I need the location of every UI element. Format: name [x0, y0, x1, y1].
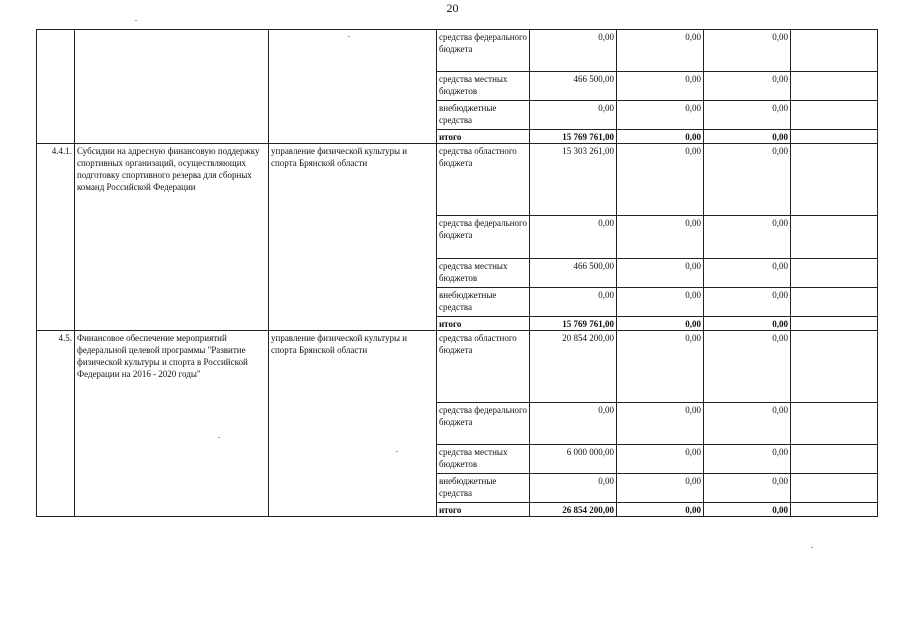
amount-year1-cell: 466 500,00: [530, 259, 617, 288]
note-cell: [791, 72, 878, 101]
amount-year1-cell: 0,00: [530, 288, 617, 317]
scan-speck: [218, 437, 220, 438]
funding-source-cell: внебюджетные средства: [437, 288, 530, 317]
funding-source-cell: итого: [437, 317, 530, 331]
funding-source-cell: средства областного бюджета: [437, 331, 530, 403]
amount-year2-cell: 0,00: [617, 403, 704, 445]
scan-speck: [348, 36, 350, 37]
amount-year2-cell: 0,00: [617, 503, 704, 517]
row-code-cell: 4.4.1.: [37, 144, 75, 331]
amount-year3-cell: 0,00: [704, 216, 791, 259]
note-cell: [791, 331, 878, 403]
amount-year1-cell: 466 500,00: [530, 72, 617, 101]
amount-year1-cell: 0,00: [530, 474, 617, 503]
amount-year3-cell: 0,00: [704, 30, 791, 72]
amount-year1-cell: 0,00: [530, 403, 617, 445]
amount-year2-cell: 0,00: [617, 288, 704, 317]
funding-source-cell: итого: [437, 130, 530, 144]
amount-year2-cell: 0,00: [617, 445, 704, 474]
amount-year1-cell: 0,00: [530, 216, 617, 259]
note-cell: [791, 259, 878, 288]
amount-year3-cell: 0,00: [704, 259, 791, 288]
note-cell: [791, 403, 878, 445]
amount-year1-cell: 0,00: [530, 30, 617, 72]
note-cell: [791, 101, 878, 130]
note-cell: [791, 445, 878, 474]
executor-cell: управление физической культуры и спорта Брянской области: [269, 331, 437, 517]
funding-source-cell: средства местных бюджетов: [437, 72, 530, 101]
amount-year2-cell: 0,00: [617, 474, 704, 503]
funding-source-cell: внебюджетные средства: [437, 101, 530, 130]
budget-table: [36, 29, 878, 517]
measure-name-cell: [75, 30, 269, 144]
amount-year3-cell: 0,00: [704, 445, 791, 474]
funding-source-cell: средства федерального бюджета: [437, 216, 530, 259]
executor-cell: управление физической культуры и спорта Брянской области: [269, 144, 437, 331]
executor-cell: [269, 30, 437, 144]
measure-name-cell: Субсидии на адресную финансовую поддержку спортивных организаций, осуществляющих подготовку спортивного резерва для сборных команд Российской Федерации: [75, 144, 269, 331]
table-row: [37, 144, 878, 216]
note-cell: [791, 474, 878, 503]
amount-year1-cell: 0,00: [530, 101, 617, 130]
amount-year1-cell: 15 769 761,00: [530, 317, 617, 331]
amount-year3-cell: 0,00: [704, 503, 791, 517]
amount-year1-cell: 15 303 261,00: [530, 144, 617, 216]
amount-year2-cell: 0,00: [617, 144, 704, 216]
note-cell: [791, 30, 878, 72]
amount-year2-cell: 0,00: [617, 216, 704, 259]
funding-source-cell: итого: [437, 503, 530, 517]
table-row: [37, 30, 878, 72]
amount-year3-cell: 0,00: [704, 474, 791, 503]
amount-year3-cell: 0,00: [704, 144, 791, 216]
scan-speck: [811, 547, 813, 548]
amount-year1-cell: 26 854 200,00: [530, 503, 617, 517]
amount-year1-cell: 6 000 000,00: [530, 445, 617, 474]
row-code-cell: [37, 30, 75, 144]
funding-source-cell: средства областного бюджета: [437, 144, 530, 216]
note-cell: [791, 144, 878, 216]
note-cell: [791, 216, 878, 259]
measure-name-cell: Финансовое обеспечение мероприятий федеральной целевой программы "Развитие физической культуры и спорта в Российской Федерации на 2016 - 2020 годы": [75, 331, 269, 517]
amount-year3-cell: 0,00: [704, 288, 791, 317]
amount-year2-cell: 0,00: [617, 130, 704, 144]
amount-year2-cell: 0,00: [617, 72, 704, 101]
amount-year1-cell: 20 854 200,00: [530, 331, 617, 403]
row-code-cell: 4.5.: [37, 331, 75, 517]
funding-source-cell: средства местных бюджетов: [437, 445, 530, 474]
page-number: 20: [446, 1, 459, 15]
note-cell: [791, 317, 878, 331]
amount-year3-cell: 0,00: [704, 331, 791, 403]
amount-year3-cell: 0,00: [704, 317, 791, 331]
scan-speck: [396, 451, 398, 452]
scan-speck: [135, 20, 137, 21]
amount-year3-cell: 0,00: [704, 101, 791, 130]
table-row: [37, 331, 878, 403]
funding-source-cell: средства федерального бюджета: [437, 403, 530, 445]
amount-year1-cell: 15 769 761,00: [530, 130, 617, 144]
amount-year2-cell: 0,00: [617, 317, 704, 331]
amount-year3-cell: 0,00: [704, 72, 791, 101]
amount-year2-cell: 0,00: [617, 259, 704, 288]
note-cell: [791, 503, 878, 517]
amount-year2-cell: 0,00: [617, 30, 704, 72]
amount-year3-cell: 0,00: [704, 403, 791, 445]
note-cell: [791, 130, 878, 144]
funding-source-cell: внебюджетные средства: [437, 474, 530, 503]
amount-year3-cell: 0,00: [704, 130, 791, 144]
amount-year2-cell: 0,00: [617, 101, 704, 130]
amount-year2-cell: 0,00: [617, 331, 704, 403]
funding-source-cell: средства местных бюджетов: [437, 259, 530, 288]
note-cell: [791, 288, 878, 317]
funding-source-cell: средства федерального бюджета: [437, 30, 530, 72]
